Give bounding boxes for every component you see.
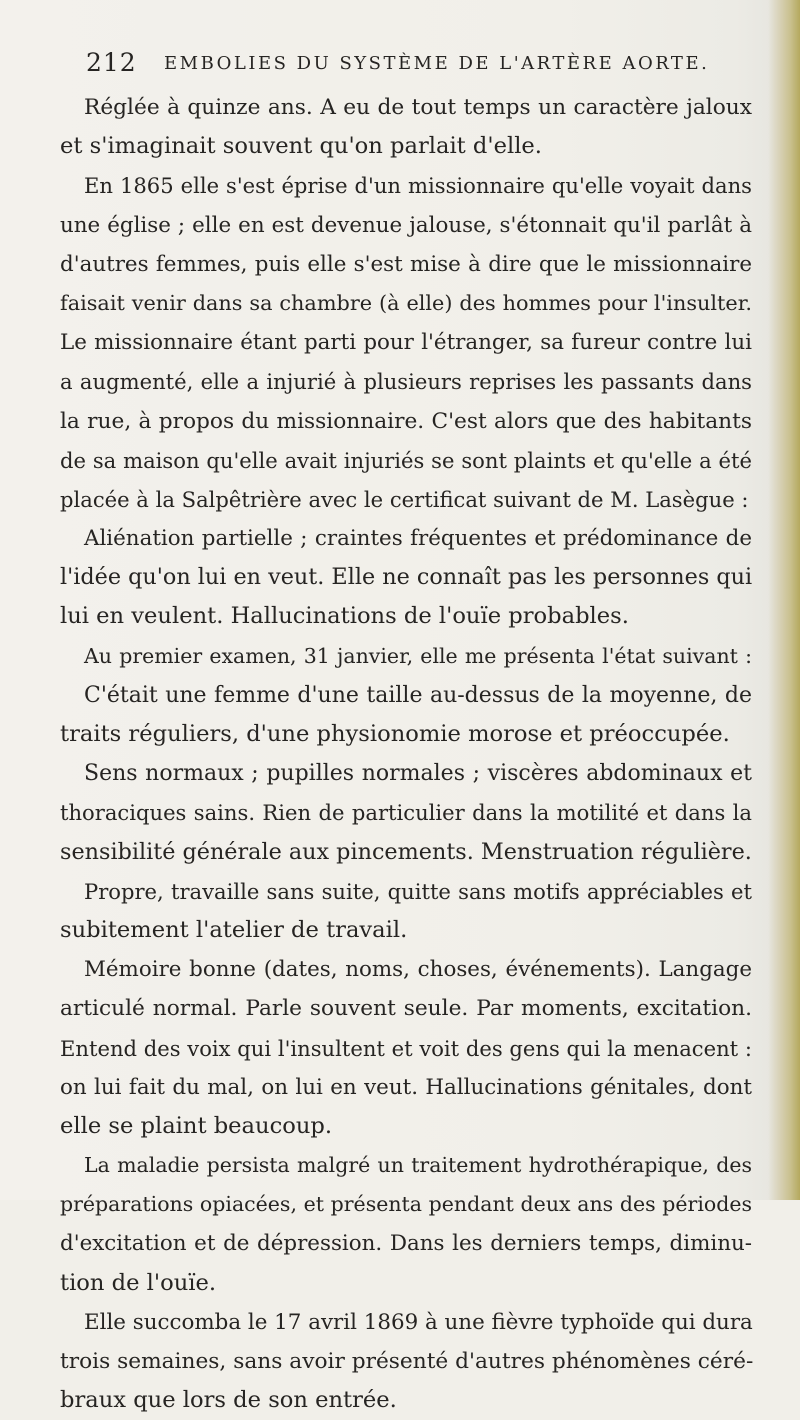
- text-line: Aliénation partielle ; craintes fréquentes et prédominance de: [84, 526, 752, 552]
- text-line: Propre, travaille sans suite, quitte sans motifs appréciables et: [84, 878, 752, 904]
- running-head: EMBOLIES DU SYSTÈME DE L'ARTÈRE AORTE.: [164, 53, 710, 74]
- text-line: et s'imaginait souvent qu'on parlait d'elle.: [60, 133, 542, 160]
- text-line: une église ; elle en est devenue jalouse, s'étonnait qu'il parlât à: [60, 212, 752, 238]
- text-line: En 1865 elle s'est éprise d'un missionnaire qu'elle voyait dans: [84, 173, 752, 199]
- text-line: Elle succomba le 17 avril 1869 à une fièvre typhoïde qui dura: [84, 1309, 753, 1335]
- page-edge: [768, 0, 800, 1200]
- text-line: la rue, à propos du missionnaire. C'est alors que des habitants: [60, 408, 752, 434]
- text-line: de sa maison qu'elle avait injuriés se sont plaints et qu'elle a été: [60, 447, 752, 473]
- text-line: sensibilité générale aux pincements. Menstruation régulière.: [60, 838, 752, 865]
- text-line: Sens normaux ; pupilles normales ; viscères abdominaux et: [84, 761, 752, 787]
- text-line: tion de l'ouïe.: [60, 1269, 217, 1296]
- text-line: Au premier examen, 31 janvier, elle me présenta l'état suivant :: [84, 643, 752, 668]
- text-line: Le missionnaire étant parti pour l'étranger, sa fureur contre lui: [60, 330, 752, 356]
- text-line: Entend des voix qui l'insultent et voit des gens qui la menacent :: [60, 1035, 752, 1061]
- text-line: a augmenté, elle a injurié à plusieurs reprises les passants dans: [60, 369, 752, 395]
- text-line: d'excitation et de dépression. Dans les derniers temps, diminu-: [60, 1231, 752, 1257]
- text-line: Mémoire bonne (dates, noms, choses, événements). Langage: [84, 957, 752, 983]
- text-line: l'idée qu'on lui en veut. Elle ne connaît pas les personnes qui: [60, 564, 753, 591]
- text-line: C'était une femme d'une taille au-dessus de la moyenne, de: [84, 682, 752, 708]
- text-line: thoraciques sains. Rien de particulier dans la motilité et dans la: [60, 800, 752, 826]
- text-line: d'autres femmes, puis elle s'est mise à dire que le missionnaire: [60, 251, 752, 277]
- text-line: trois semaines, sans avoir présenté d'autres phénomènes céré-: [60, 1349, 754, 1374]
- text-line: braux que lors de son entrée.: [60, 1387, 397, 1414]
- body-text: [60, 88, 752, 1420]
- text-line: Réglée à quinze ans. A eu de tout temps un caractère jaloux: [84, 95, 752, 120]
- text-line: on lui fait du mal, on lui en veut. Hallucinations génitales, dont: [60, 1074, 752, 1100]
- text-line: placée à la Salpêtrière avec le certificat suivant de M. Lasègue :: [60, 486, 749, 512]
- text-line: subitement l'atelier de travail.: [60, 916, 408, 943]
- text-line: préparations opiacées, et présenta pendant deux ans des périodes: [60, 1192, 752, 1217]
- text-line: La maladie persista malgré un traitement hydrothérapique, des: [84, 1153, 752, 1178]
- text-line: faisait venir dans sa chambre (à elle) des hommes pour l'insulter.: [60, 290, 752, 315]
- text-line: elle se plaint beaucoup.: [60, 1112, 333, 1139]
- text-line: traits réguliers, d'une physionomie morose et préoccupée.: [60, 721, 730, 747]
- page-header: [86, 48, 736, 84]
- page-number: 212: [86, 48, 137, 77]
- text-line: lui en veulent. Hallucinations de l'ouïe probables.: [60, 603, 629, 630]
- text-line: articulé normal. Parle souvent seule. Par moments, excitation.: [60, 996, 752, 1022]
